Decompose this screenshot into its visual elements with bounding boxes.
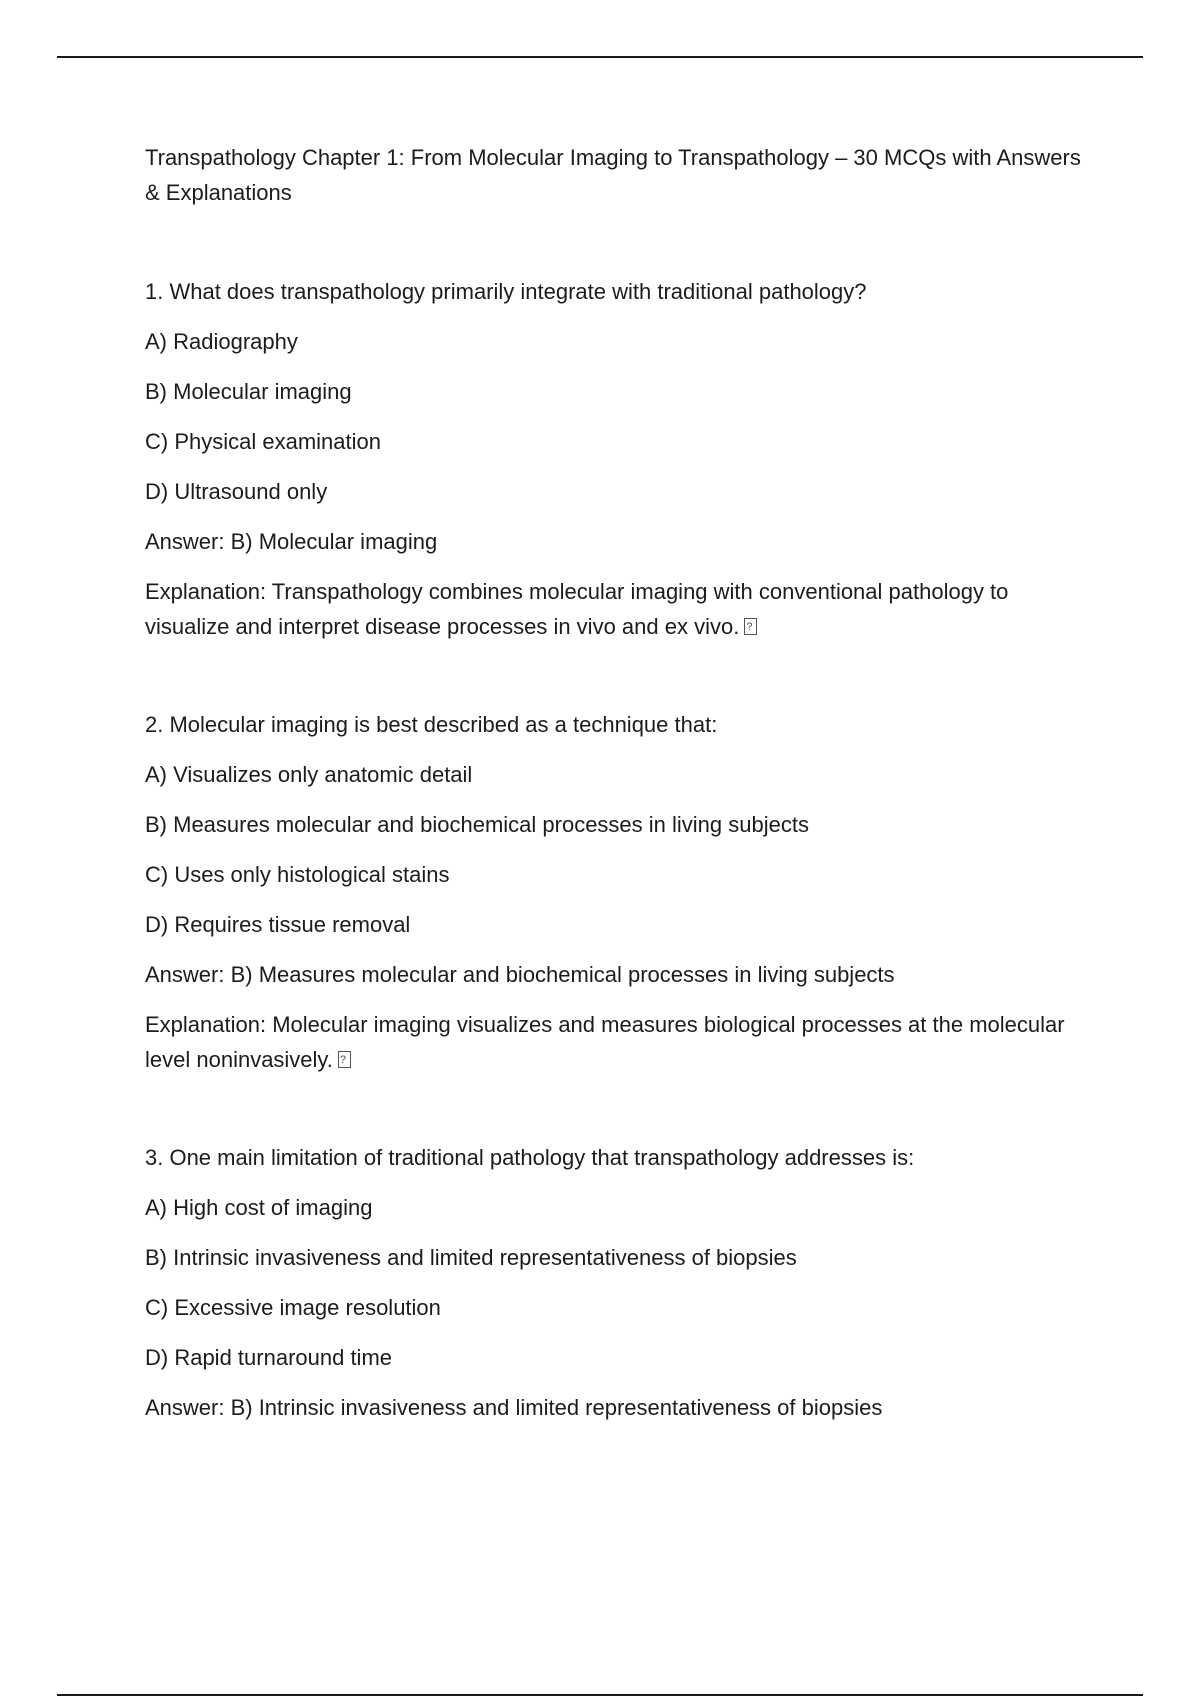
missing-glyph-icon — [338, 1051, 351, 1068]
option-a: A) High cost of imaging — [145, 1195, 373, 1220]
question-text: 2. Molecular imaging is best described as a technique that: — [145, 712, 718, 737]
option-b: B) Intrinsic invasiveness and limited representativeness of biopsies — [145, 1245, 797, 1270]
option-d: D) Requires tissue removal — [145, 912, 411, 937]
explanation — [145, 574, 1085, 644]
answer-text: Answer: B) Intrinsic invasiveness and limited representativeness of biopsies — [145, 1395, 883, 1420]
question-text: 1. What does transpathology primarily integrate with traditional pathology? — [145, 279, 867, 304]
explanation — [145, 1007, 1085, 1077]
option-b: B) Molecular imaging — [145, 379, 352, 404]
document-title: Transpathology Chapter 1: From Molecular Imaging to Transpathology – 30 MCQs with Answers & Explanations — [145, 145, 1081, 205]
question-3 — [145, 1140, 1085, 1425]
document-body — [145, 140, 1085, 1488]
option-c: C) Physical examination — [145, 429, 381, 454]
missing-glyph-icon — [744, 618, 757, 635]
option-b: B) Measures molecular and biochemical processes in living subjects — [145, 812, 809, 837]
option-d: D) Ultrasound only — [145, 479, 328, 504]
question-2 — [145, 707, 1085, 1077]
option-a: A) Radiography — [145, 329, 298, 354]
option-d: D) Rapid turnaround time — [145, 1345, 393, 1370]
answer-text: Answer: B) Molecular imaging — [145, 529, 438, 554]
option-a: A) Visualizes only anatomic detail — [145, 762, 473, 787]
question-text: 3. One main limitation of traditional pathology that transpathology addresses is: — [145, 1145, 915, 1170]
question-1 — [145, 274, 1085, 644]
bottom-rule — [57, 1694, 1143, 1696]
option-c: C) Excessive image resolution — [145, 1295, 441, 1320]
top-rule — [57, 56, 1143, 58]
explanation-text: Explanation: Molecular imaging visualizes and measures biological processes at the molecular level noninvasively. — [145, 1012, 1065, 1072]
answer-text: Answer: B) Measures molecular and biochemical processes in living subjects — [145, 962, 895, 987]
explanation-text: Explanation: Transpathology combines molecular imaging with conventional pathology to visualize and interpret disease processes in vivo and ex vivo. — [145, 579, 1009, 639]
option-c: C) Uses only histological stains — [145, 862, 450, 887]
